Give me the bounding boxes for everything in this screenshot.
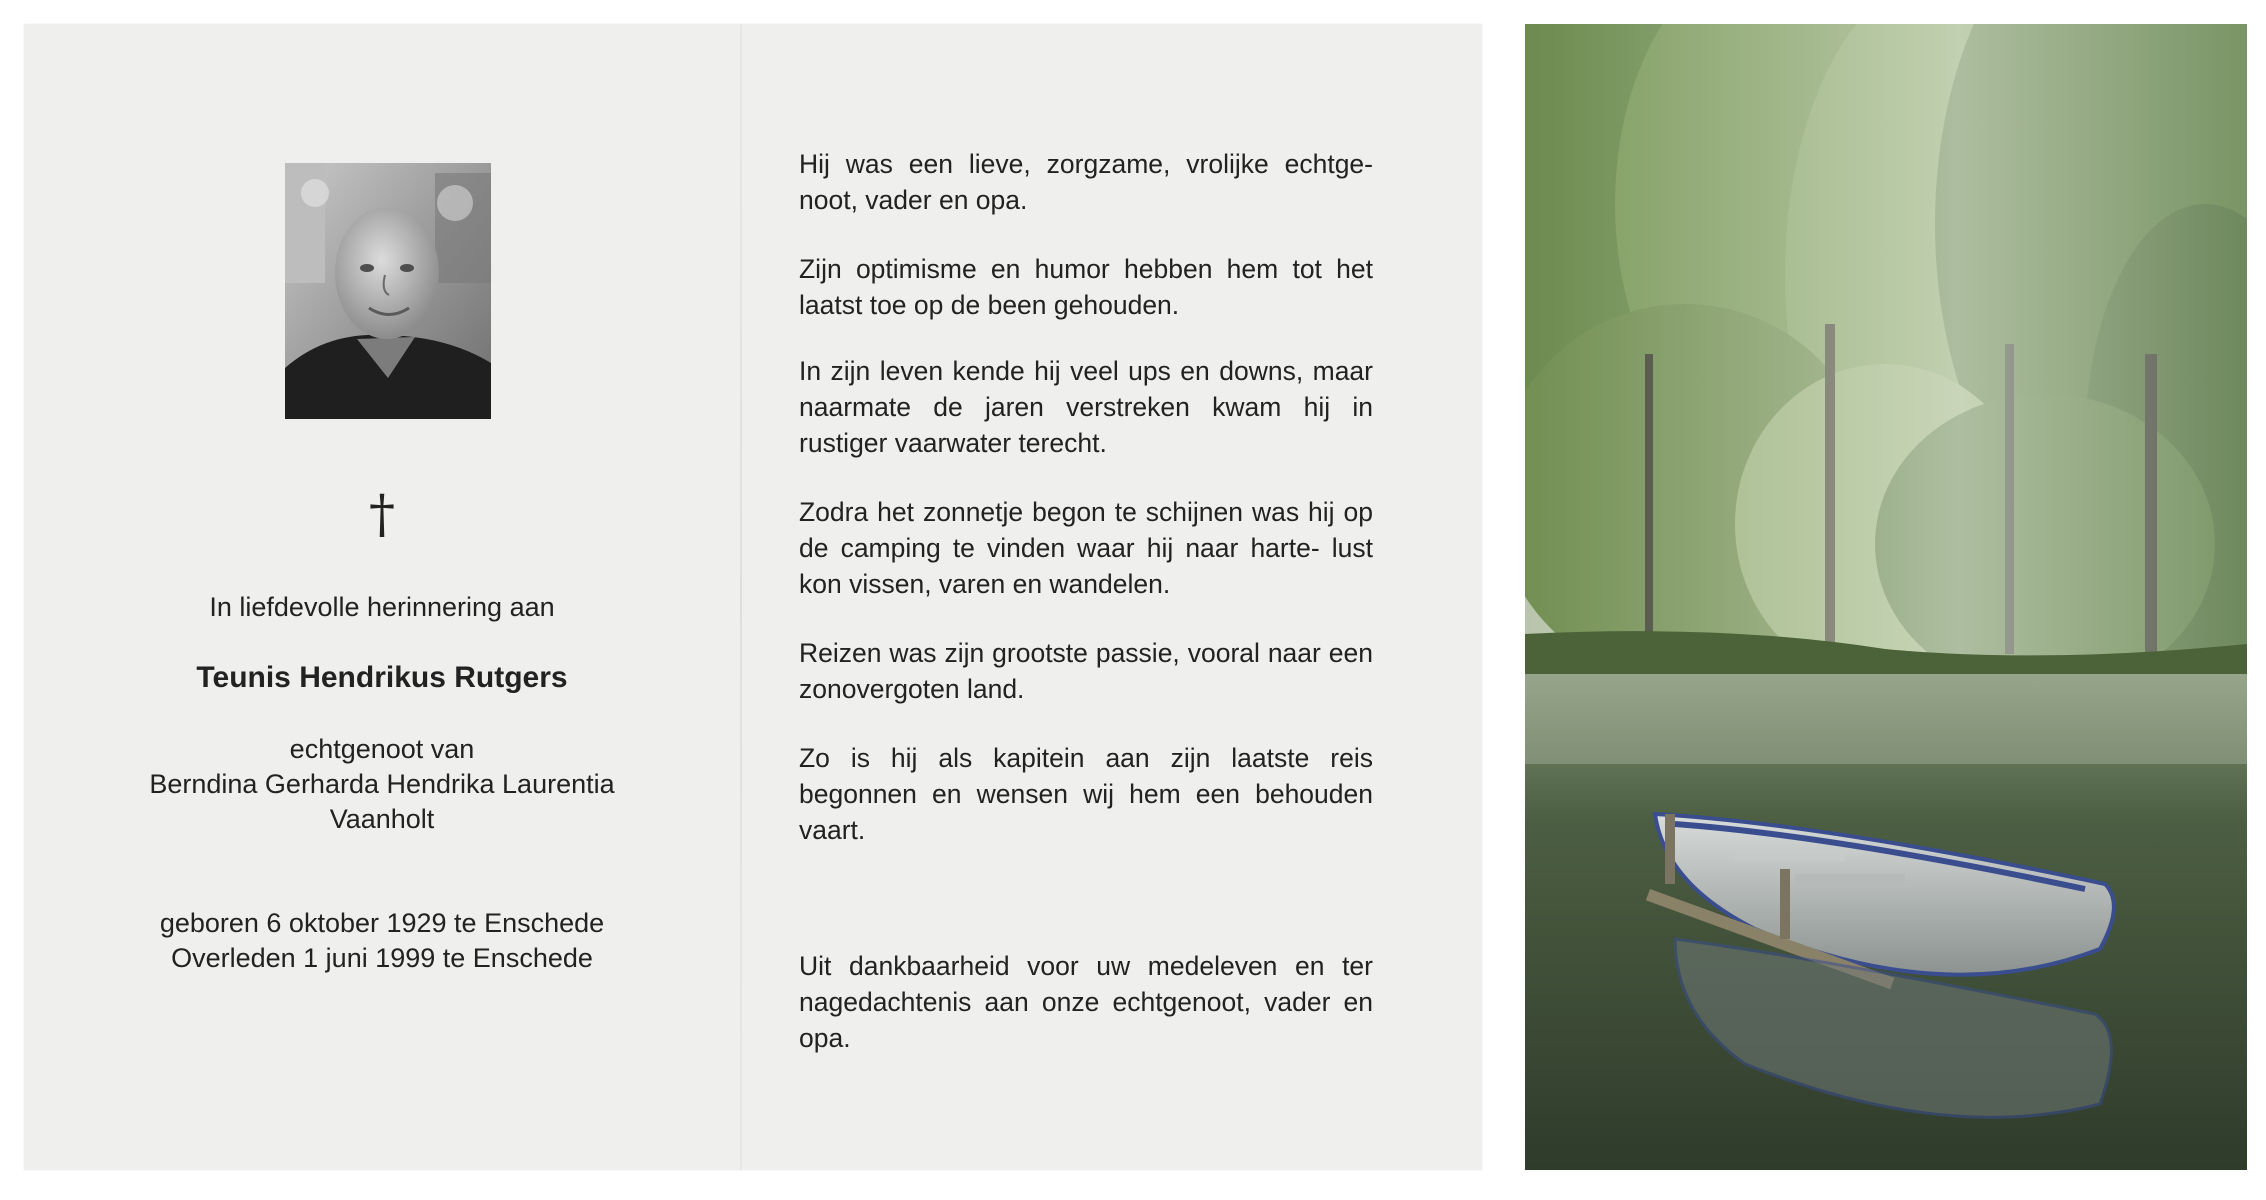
verse-3: In zijn leven kende hij veel ups en downs, maar naarmate de jaren verstreken kwam hij in rustiger vaarwater terecht. [799,356,1373,458]
thanks-text: Uit dankbaarheid voor uw medeleven en ter nagedachtenis aan onze echtgenoot, vader en opa. [799,951,1373,1053]
verse-6: Zo is hij als kapitein aan zijn laatste reis begonnen en wensen wij hem een behouden vaart. [799,743,1373,845]
spouse-label: echtgenoot van [289,734,475,764]
deceased-name: Teunis Hendrikus Rutgers [196,661,568,694]
spouse-name-line1: Berndina Gerharda Hendrika Laurentia [149,769,615,799]
portrait-photo [285,163,491,419]
lake-boat-photo [1525,24,2247,1170]
verse-4: Zodra het zonnetje begon te schijnen was hij op de camping te vinden waar hij naar harte- lust kon vissen, varen en wandelen. [799,497,1373,599]
birth-date: geboren 6 oktober 1929 te Enschede [159,908,605,938]
spouse-name-line2: Vaanholt [329,804,435,834]
intro-text: In liefdevolle herinnering aan [209,592,555,622]
verse-1: Hij was een lieve, zorgzame, vrolijke echtge- noot, vader en opa. [799,149,1373,215]
verse-5: Reizen was zijn grootste passie, vooral naar een zonovergoten land. [799,638,1373,704]
cross-symbol: † [369,485,395,545]
verse-2: Zijn optimisme en humor hebben hem tot het laatst toe op de been gehouden. [799,254,1373,320]
card-left-panel [24,24,740,1170]
death-date: Overleden 1 juni 1999 te Enschede [171,943,593,973]
